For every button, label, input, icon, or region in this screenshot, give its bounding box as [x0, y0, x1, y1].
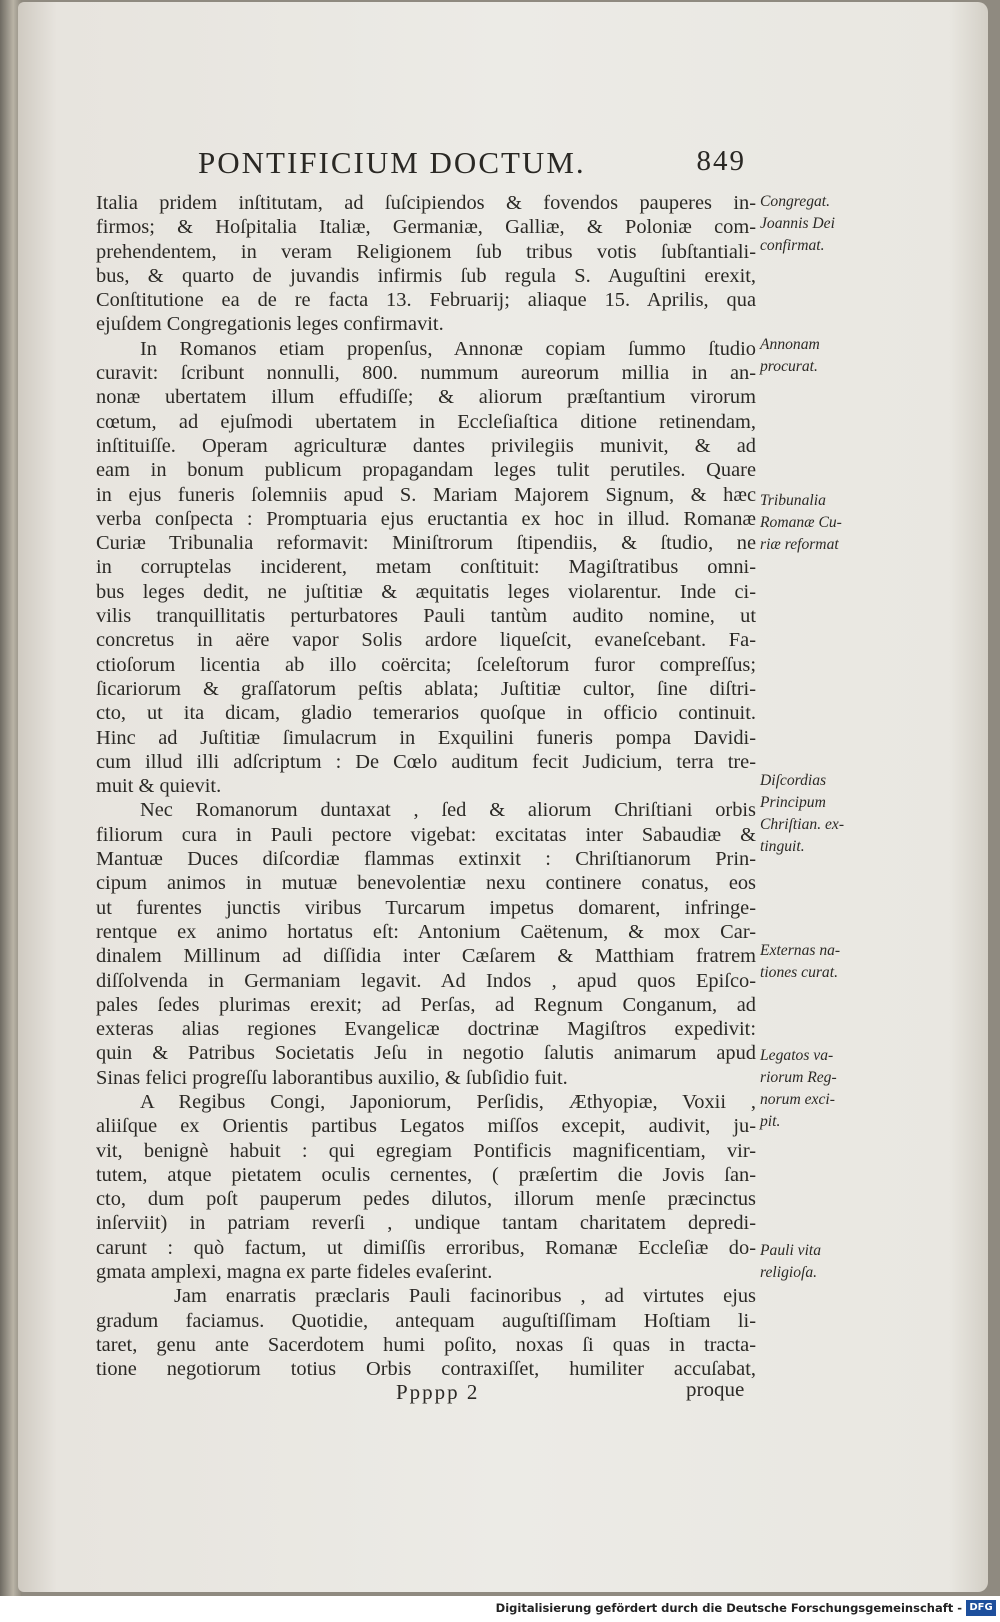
text-line: ſicariorum & graſſatorum peſtis ablata; Juſtitiæ cultor, ſine diſtri-: [96, 677, 756, 700]
text-line: Mantuæ Duces diſcordiæ flammas extinxit : Chriſtianorum Prin-: [96, 848, 756, 871]
text-line: cum illud illi adſcriptum : De Cœlo auditum fecit Judicium, terra tre-: [96, 750, 756, 773]
text-line: exteras alias regiones Evangelicæ doctrinæ Magiſtros expedivit:: [96, 1018, 756, 1041]
margin-note: [760, 191, 870, 257]
text-line: ut furentes junctis viribus Turcarum impetus domarent, infringe-: [96, 896, 756, 919]
margin-note-line: Pauli vita: [760, 1242, 822, 1259]
text-line: Curiæ Tribunalia reformavit: Miniſtrorum ſtipendiis, & ſtudio, ne: [96, 532, 756, 555]
margin-note-line: riæ reformat: [760, 536, 839, 553]
margin-note-line: Diſcordias: [760, 772, 827, 789]
margin-note-line: Annonam: [760, 336, 820, 353]
margin-note: [760, 770, 870, 858]
text-line: In Romanos etiam propenſus, Annonæ copiam ſummo ſtudio: [140, 337, 756, 360]
catchword: proque: [686, 1377, 745, 1401]
page-number: 849: [696, 145, 746, 177]
text-line: bus, & quarto de juvandis infirmis ſub regula S. Auguſtini erexit,: [96, 264, 756, 287]
dfg-logo: DFG: [966, 1600, 996, 1616]
text-line: A Regibus Congi, Japoniorum, Perſidis, Æthyopiæ, Voxii ,: [140, 1090, 756, 1113]
margin-note-line: Tribunalia: [760, 492, 826, 509]
text-line: aliiſque ex Orientis partibus Legatos miſſos excepit, audivit, ju-: [96, 1115, 756, 1138]
margin-note-line: pit.: [760, 1113, 781, 1130]
text-line: cipum animos in mutuæ benevolentiæ nexu continere conatus, eos: [96, 872, 756, 895]
text-line: gradum faciamus. Quotidie, antequam auguſtiſſimam Hoſtiam li-: [96, 1309, 756, 1332]
text-line: inſerviit) in patriam reverſi , undique tantam charitatem depredi-: [96, 1212, 756, 1235]
text-line: in corruptelas inciderent, metam conſtituit: Magiſtratibus omni-: [96, 556, 756, 579]
text-line: tutem, atque pietatem oculis cernentes, ( præſertim die Jovis ſan-: [96, 1163, 756, 1186]
text-line: Hinc ad Juſtitiæ ſimulacrum in Exquilini funeris pompa Davidi-: [96, 726, 756, 749]
text-line: cto, ut ita dicam, gladio temerarios quoſque in officio continuit.: [96, 702, 756, 725]
text-line: filiorum cura in Pauli pectore vigebat: excitatas inter Sabaudiæ &: [96, 823, 756, 846]
text-line: pales ſedes plurimas erexit; ad Perſas, ad Regnum Conganum, ad: [96, 993, 756, 1016]
text-line: ctioſorum licentia ab illo coërcita; ſceleſtorum furor compreſſus;: [96, 653, 756, 676]
text-line: vit, benignè habuit : qui egregiam Pontificis magnificentiam, vir-: [96, 1139, 756, 1162]
text-line: nonæ ubertatem illum effudiſſe; & aliorum præſtantium virorum: [96, 386, 756, 409]
text-line: eam in bonum publicum propagandam leges tulit perutiles. Quare: [96, 459, 756, 482]
text-line: concretus in aëre vapor Solis ardore liqueſcit, evaneſcebant. Fa-: [96, 629, 756, 652]
text-line: bus leges dedit, ne juſtitiæ & æquitatis leges violarentur. Inde ci-: [96, 580, 756, 603]
margin-note-line: Congregat.: [760, 193, 831, 210]
text-line: ejuſdem Congregationis leges confirmavit.: [96, 313, 444, 336]
margin-note-line: Chriſtian. ex-: [760, 816, 845, 833]
margin-note-line: tiones curat.: [760, 964, 838, 981]
text-line: Jam enarratis præclaris Pauli facinoribus , ad virtutes ejus: [174, 1285, 756, 1308]
text-line: Sinas felici progreſſu laborantibus auxilio, & ſubſidio fuit.: [96, 1066, 568, 1089]
margin-note-line: tinguit.: [760, 838, 805, 855]
margin-note: [760, 1240, 870, 1284]
text-line: vilis tranquillitatis perturbatores Pauli tantùm audito nomine, ut: [96, 605, 756, 628]
digitization-credit: Digitalisierung gefördert durch die Deutsche Forschungsgemeinschaft -: [495, 1601, 962, 1615]
margin-note: [760, 940, 870, 984]
margin-note-line: Romanæ Cu-: [760, 514, 842, 531]
margin-note-line: Legatos va-: [760, 1047, 834, 1064]
text-line: dinalem Millinum ad diſſidia inter Cæſarem & Matthiam fratrem: [96, 945, 756, 968]
running-head: PONTIFICIUM DOCTUM.: [198, 145, 586, 180]
margin-note-line: Principum: [760, 794, 826, 811]
margin-note-line: Externas na-: [760, 942, 841, 959]
footer-bar: [0, 1596, 1000, 1622]
margin-note: [760, 1045, 870, 1133]
text-line: cto, dum poſt pauperum pedes dilutos, illorum menſe præcinctus: [96, 1188, 756, 1211]
text-line: Italia pridem inſtitutam, ad ſuſcipiendos & fovendos pauperes in-: [96, 192, 756, 214]
margin-note-line: religioſa.: [760, 1264, 818, 1281]
text-line: inſtituiſſe. Operam agriculturæ dantes privilegiis munivit, & ad: [96, 434, 756, 457]
text-line: cœtum, ad ejuſmodi ubertatem in Eccleſiaſtica ditione retinendam,: [96, 410, 756, 433]
margin-note-line: confirmat.: [760, 237, 825, 254]
margin-note-line: norum exci-: [760, 1091, 835, 1108]
text-line: tione negotiorum totius Orbis contraxiſſet, humiliter accuſabat,: [96, 1358, 756, 1381]
body-text: [96, 191, 756, 1382]
page-header: [198, 145, 746, 187]
text-line: muit & quievit.: [96, 775, 222, 798]
text-line: rentque ex animo hortatus eſt: Antonium Caëtenum, & mox Car-: [96, 920, 756, 943]
text-line: gmata amplexi, magna ex parte fideles evaſerint.: [96, 1261, 493, 1284]
text-line: diſſolvenda in Germaniam legavit. Ad Indos , apud quos Epiſco-: [96, 969, 756, 992]
margin-note: [760, 490, 870, 556]
text-line: carunt : quò factum, ut dimiſſis erroribus, Romanæ Eccleſiæ do-: [96, 1236, 756, 1259]
text-line: Nec Romanorum duntaxat , ſed & aliorum Chriſtiani orbis: [140, 799, 756, 822]
text-line: verba conſpecta : Promptuaria ejus eructantia ex hoc in illud. Romanæ: [96, 507, 756, 530]
text-line: in ejus funeris ſolemniis apud S. Mariam Majorem Signum, & hæc: [96, 483, 756, 506]
text-line: curavit: ſcribunt nonnulli, 800. nummum aureorum millia in an-: [96, 362, 756, 385]
margin-note: [760, 334, 870, 378]
margin-note-line: procurat.: [760, 358, 818, 375]
margin-note-line: Joannis Dei: [760, 215, 835, 232]
text-line: Conſtitutione ea de re facta 13. Februarij; aliaque 15. Aprilis, qua: [96, 289, 756, 312]
signature-mark: Ppppp 2: [396, 1380, 480, 1404]
text-line: prehendentem, in veram Religionem ſub tribus votis ſubſtantiali-: [96, 240, 756, 263]
text-line: quin & Patribus Societatis Jeſu in negotio ſalutis animarum apud: [96, 1042, 756, 1065]
text-line: firmos; & Hoſpitalia Italiæ, Germaniæ, Galliæ, & Poloniæ com-: [96, 216, 756, 239]
margin-note-line: riorum Reg-: [760, 1069, 837, 1086]
text-line: taret, genu ante Sacerdotem humi poſito, noxas ſi quas in tracta-: [96, 1333, 756, 1356]
